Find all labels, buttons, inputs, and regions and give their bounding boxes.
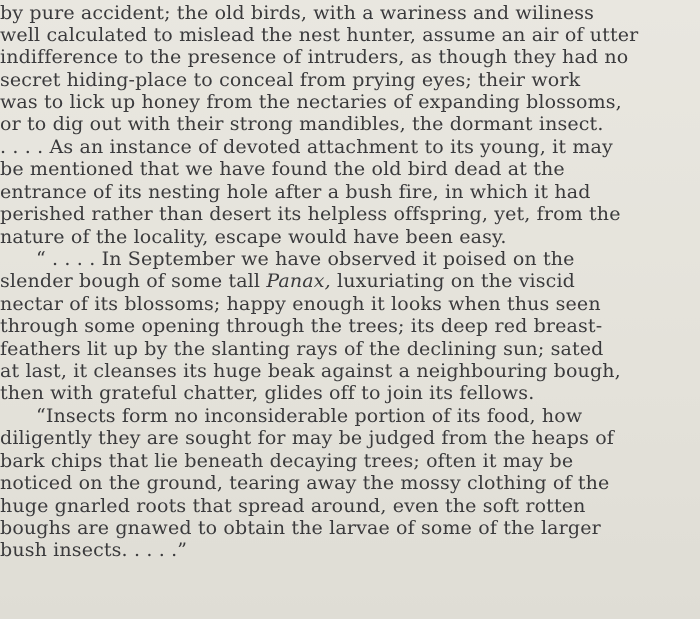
text-line: nature of the locality, escape would have been easy. [0,226,507,248]
text-line: by pure accident; the old birds, with a wariness and wiliness [0,2,595,24]
text-line: “ . . . . In September we have observed it poised on the [36,248,575,270]
text-line: perished rather than desert its helpless offspring, yet, from the [0,203,621,225]
text-line: secret hiding-place to conceal from prying eyes; their work [0,69,581,91]
text-segment: slender bough of some tall [0,270,261,292]
text-line: “Insects form no inconsiderable portion of its food, how [36,405,583,427]
text-line: was to lick up honey from the nectaries of expanding blossoms, [0,91,622,113]
text-line: huge gnarled roots that spread around, even the soft rotten [0,495,586,517]
text-line: bush insects. . . . .” [0,539,188,561]
text-line: be mentioned that we have found the old bird dead at the [0,158,565,180]
text-line: nectar of its blossoms; happy enough it looks when thus seen [0,293,601,315]
text-line: . . . . As an instance of devoted attachment to its young, it may [0,136,613,158]
text-line: indifference to the presence of intruders, as though they had no [0,46,629,68]
text-line: at last, it cleanses its huge beak against a neighbouring bough, [0,360,621,382]
text-line: well calculated to mislead the nest hunter, assume an air of utter [0,24,639,46]
text-segment: luxuriating on the viscid [337,270,575,292]
text-line-with-italic [0,270,700,292]
text-line: bark chips that lie beneath decaying trees; often it may be [0,450,574,472]
text-line: diligently they are sought for may be judged from the heaps of [0,427,614,449]
text-line: through some opening through the trees; its deep red breast- [0,315,603,337]
text-line: then with grateful chatter, glides off to join its fellows. [0,382,535,404]
text-line: feathers lit up by the slanting rays of the declining sun; sated [0,338,604,360]
text-line: entrance of its nesting hole after a bush fire, in which it had [0,181,591,203]
text-line: or to dig out with their strong mandibles, the dormant insect. [0,113,604,135]
text-line: boughs are gnawed to obtain the larvae of some of the larger [0,517,601,539]
italic-genus-name: Panax, [266,270,331,292]
text-line: noticed on the ground, tearing away the mossy clothing of the [0,472,610,494]
